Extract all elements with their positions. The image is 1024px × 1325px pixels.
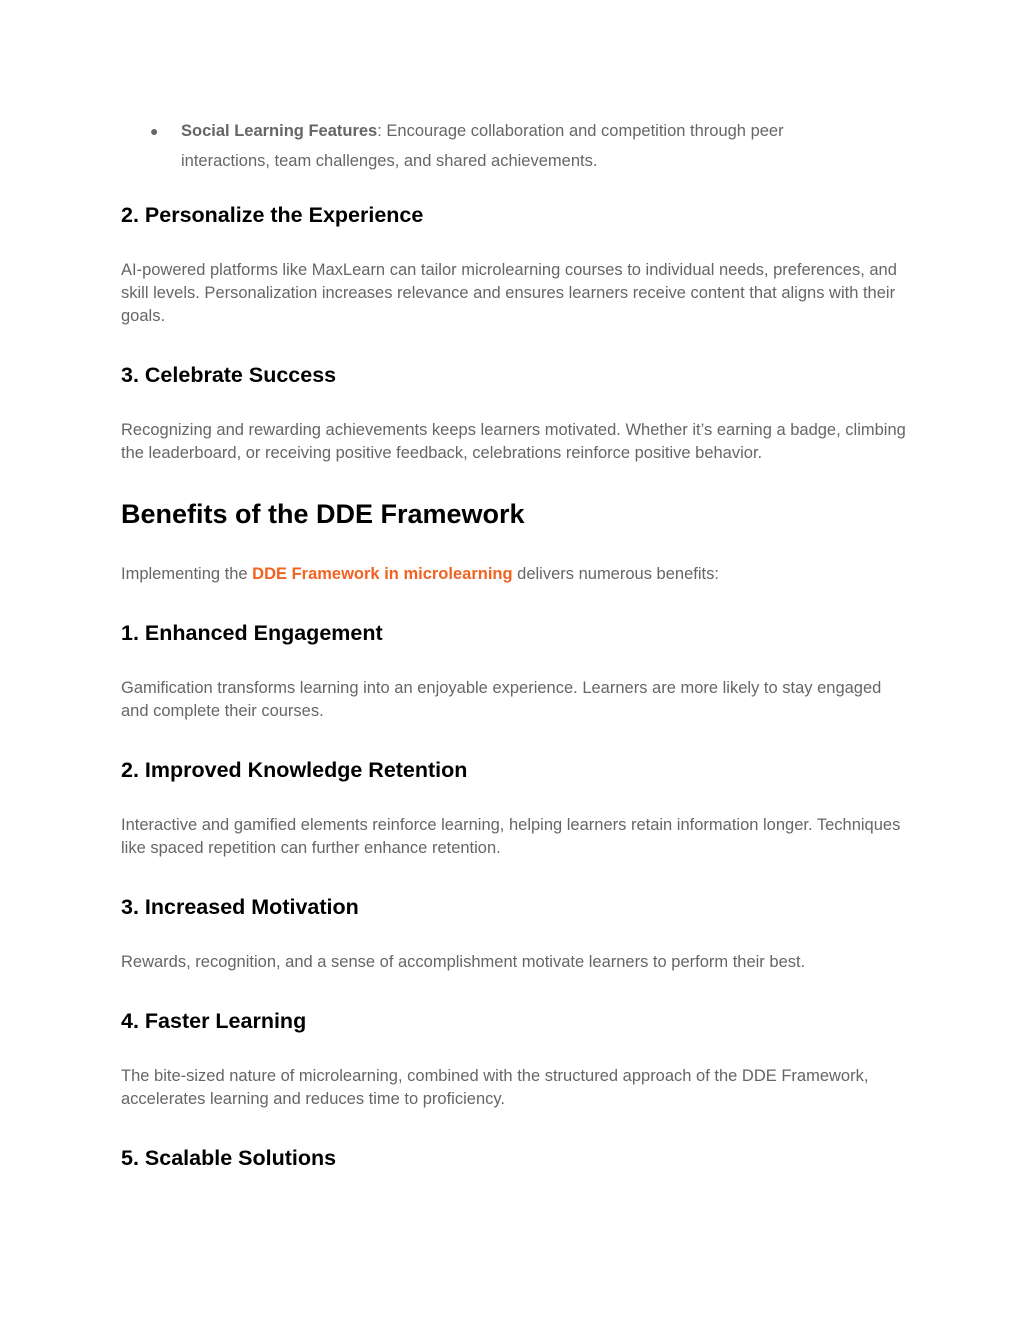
paragraph-faster: The bite-sized nature of microlearning, combined with the structured approach of the DDE Framework, accelerates learning and reduces time to proficiency. <box>121 1067 869 1108</box>
heading-motivation: 3. Increased Motivation <box>121 895 359 919</box>
paragraph-personalize: AI-powered platforms like MaxLearn can tailor microlearning courses to individual needs, preferences, and skill levels. Personalization increases relevance and ensures learners receive content that aligns with their goals. <box>121 261 897 325</box>
intro-after: delivers numerous benefits: <box>512 565 719 583</box>
heading-engagement: 1. Enhanced Engagement <box>121 621 383 645</box>
intro-before: Implementing the <box>121 565 253 583</box>
heading-celebrate: 3. Celebrate Success <box>121 363 337 387</box>
bullet-bold-label: Social Learning Features <box>181 122 378 140</box>
bullet-description: : Encourage collaboration and competition through peer interactions, team challenges, and shared achievements. <box>181 122 784 170</box>
heading-faster: 4. Faster Learning <box>121 1009 307 1033</box>
paragraph-celebrate: Recognizing and rewarding achievements keeps learners motivated. Whether it’s earning a badge, climbing the leaderboard, or receiving positive feedback, celebrations reinforce positive behavior. <box>121 421 906 462</box>
paragraph-engagement: Gamification transforms learning into an enjoyable experience. Learners are more likely to stay engaged and complete their courses. <box>121 679 882 720</box>
heading-retention: 2. Improved Knowledge Retention <box>121 758 468 782</box>
heading-personalize: 2. Personalize the Experience <box>121 203 424 227</box>
paragraph-benefits-intro <box>121 563 911 586</box>
paragraph-motivation: Rewards, recognition, and a sense of accomplishment motivate learners to perform their best. <box>121 953 806 971</box>
bullet-dot-icon: ● <box>150 123 159 139</box>
heading-benefits: Benefits of the DDE Framework <box>121 499 525 529</box>
dde-framework-link[interactable]: DDE Framework in microlearning <box>252 565 513 583</box>
paragraph-retention: Interactive and gamified elements reinforce learning, helping learners retain information longer. Techniques like spaced repetition can further enhance retention. <box>121 816 901 857</box>
bullet-text <box>181 116 870 176</box>
social-learning-bullet <box>150 116 870 176</box>
heading-scalable: 5. Scalable Solutions <box>121 1146 337 1170</box>
